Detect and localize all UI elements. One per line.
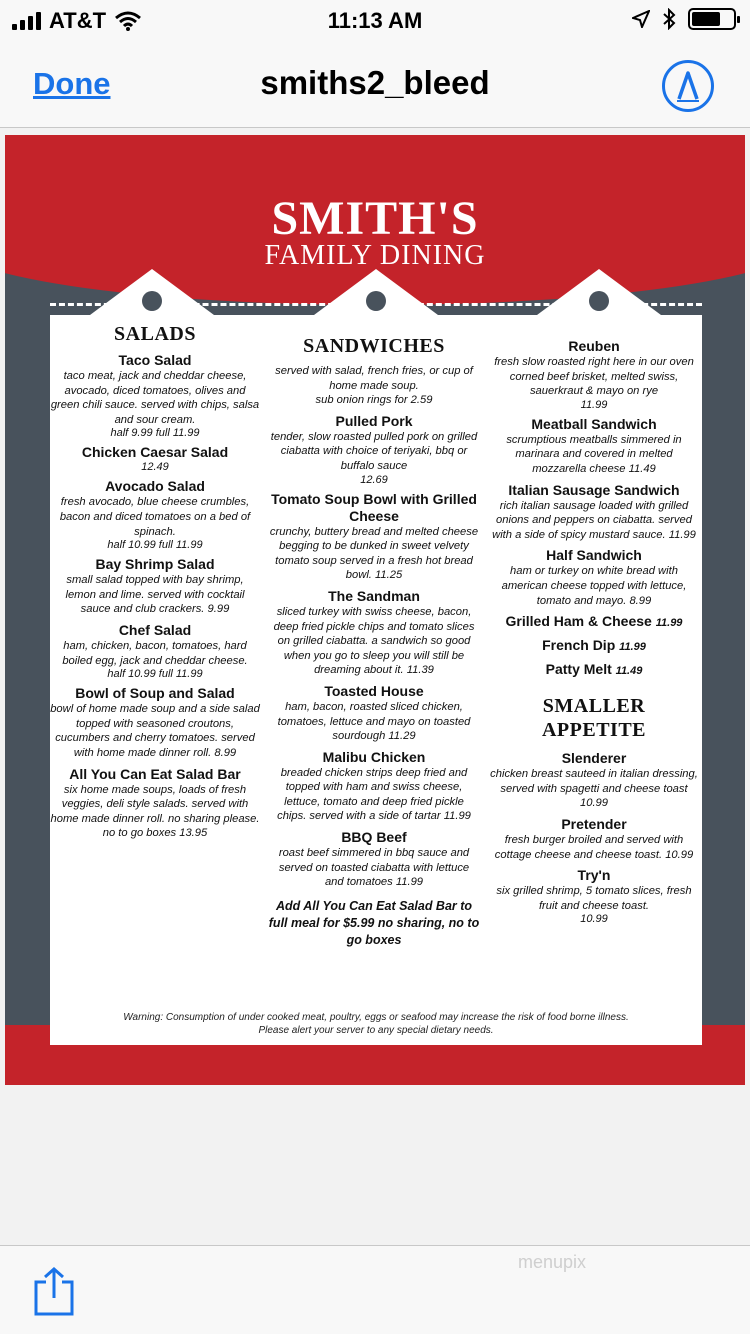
bluetooth-icon [662, 8, 676, 30]
navigation-bar [0, 40, 750, 128]
brand-name: SMITH'S [271, 192, 479, 245]
tag-hole [142, 291, 162, 311]
status-bar [0, 0, 750, 40]
salads-heading: SALADS [114, 323, 196, 345]
menu-item: Toasted House ham, bacon, roasted sliced chicken, tomatoes, lettuce and mayo on toasted sourdough 11.29 [277, 682, 471, 743]
menu-item: Chicken Caesar Salad 12.49 [81, 444, 229, 474]
menu-item: Pretender fresh burger broiled and served with cottage cheese and cheese toast. 10.99 [494, 815, 694, 861]
location-icon [632, 10, 650, 28]
sandwiches-intro-onion: sub onion rings for 2.59 [315, 394, 433, 407]
markup-button[interactable] [662, 60, 714, 112]
right-column [488, 333, 700, 925]
battery-icon [688, 8, 736, 30]
menu-item: Slenderer chicken breast sauteed in italian dressing, served with spagetti and cheese toast 10.99 [490, 750, 698, 810]
sandwiches-column [268, 335, 480, 949]
sandwiches-intro: served with salad, french fries, or cup of home made soup. [275, 365, 473, 392]
tag-hole [589, 291, 609, 311]
menu-item: The Sandman sliced turkey with swiss cheese, bacon, deep fried pickle chips and tomato slices on grilled ciabatta. a sandwich so good when you go to sleep you will still be dreaming about it. 11.39 [273, 587, 475, 677]
brand-logo [5, 191, 745, 272]
bottom-toolbar [0, 1245, 750, 1334]
menu-item: Bowl of Soup and Salad bowl of home made soup and a side salad topped with seasoned croutons, cucumbers and cherry tomatoes. served with home made dinner roll. 8.99 [50, 685, 260, 759]
menu-paper [50, 315, 702, 1045]
menu-item: Malibu Chicken breaded chicken strips deep fried and topped with ham and swiss cheese, lettuce, tomato and deep fried pickle chips. served with a side of tartar 11.99 [277, 748, 471, 823]
menu-item: Taco Salad taco meat, jack and cheddar cheese, avocado, diced tomatoes, olives and green chili sauce. served with chips, salsa and sour cream. half 9.99 full 11.99 [50, 352, 260, 440]
menu-item: BBQ Beef roast beef simmered in bbq sauce and served on toasted ciabatta with lettuce and tomatoes 11.99 [278, 829, 470, 889]
menu-item: Reuben fresh slow roasted right here in our oven corned beef brisket, melted swiss, sauerkraut & mayo on rye 11.99 [494, 338, 694, 411]
menu-item: Try'n six grilled shrimp, 5 tomato slices, fresh fruit and cheese toast. 10.99 [496, 867, 692, 926]
carrier-label: AT&T [49, 8, 107, 33]
watermark: menupix [518, 1252, 587, 1272]
menu-item-extra: French Dip 11.99 [542, 637, 646, 654]
menu-item: Meatball Sandwich scrumptious meatballs simmered in marinara and covered in melted mozzarella cheese 11.49 [506, 415, 682, 475]
done-button[interactable]: Done [33, 66, 111, 101]
menu-item: Italian Sausage Sandwich rich italian sausage loaded with grilled onions and peppers on ciabatta. served with a side of spicy mustard sauce. 11.99 [492, 481, 696, 541]
document-title: smiths2_bleed [260, 64, 490, 101]
menu-item: Chef Salad ham, chicken, bacon, tomatoes, hard boiled egg, jack and cheddar cheese. half 10.99 full 11.99 [62, 621, 248, 681]
menu-item: Avocado Salad fresh avocado, blue cheese crumbles, bacon and diced tomatoes on a bed of spinach. half 10.99 full 11.99 [59, 478, 251, 552]
tag-hole [366, 291, 386, 311]
sandwiches-heading: SANDWICHES [303, 335, 445, 357]
brand-subtitle: FAMILY DINING [264, 240, 486, 271]
markup-pen-icon [665, 63, 711, 109]
menu-item: All You Can Eat Salad Bar six home made soups, loads of fresh veggies, deli style salads. served with home made dinner roll. no sharing please. no to go boxes 13.95 [50, 765, 260, 840]
menu-item: Pulled Pork tender, slow roasted pulled pork on grilled ciabatta with choice of teriyaki, bbq or buffalo sauce 12.69 [270, 412, 478, 486]
share-icon [32, 1266, 76, 1318]
menu-item-extra: Patty Melt 11.49 [545, 661, 643, 678]
clock: 11:13 AM [327, 8, 423, 33]
food-warning: Warning: Consumption of under cooked meat, poultry, eggs or seafood may increase the risk of food borne illness. Please alert your server to any special dietary needs. [123, 1012, 629, 1036]
menu-page [5, 135, 745, 1085]
smaller-appetite-heading: SMALLER APPETITE [541, 695, 647, 742]
share-button[interactable] [32, 1266, 76, 1318]
menu-item-extra: Grilled Ham & Cheese 11.99 [505, 613, 683, 630]
menu-item: Half Sandwich ham or turkey on white bread with american cheese topped with lettuce, tomato and mayo. 8.99 [501, 547, 687, 607]
salads-column [50, 323, 260, 841]
menu-item: Tomato Soup Bowl with Grilled Cheese crunchy, buttery bread and melted cheese begging to be dunked in sweet velvety tomato soup served in a fresh hot bread bowl. 11.25 [269, 490, 479, 582]
menu-item: Bay Shrimp Salad small salad topped with bay shrimp, lemon and lime. served with cocktail sauce and club crackers. 9.99 [65, 556, 245, 616]
salad-bar-addon: Add All You Can Eat Salad Bar to full meal for $5.99 no sharing, no to go boxes [268, 898, 480, 947]
document-viewer[interactable] [0, 128, 750, 1245]
